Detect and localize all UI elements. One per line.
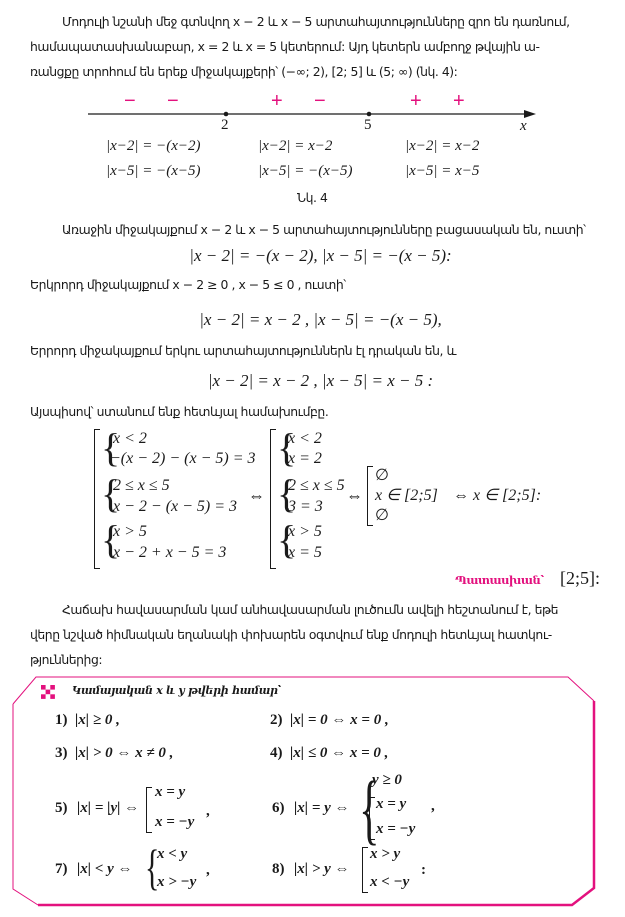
fig-table-r2c1: |x−5| = −(x−5): [106, 163, 201, 179]
col2-sys2-line1: 2 ≤ x ≤ 5: [288, 477, 345, 494]
paragraph-4-text: Երրորդ միջակայքում երկու արտահայտություններն էլ դրական են, և: [30, 343, 457, 358]
property-5-num: 5): [55, 800, 68, 816]
system-result: ⇔ x ∈ [2;5]:: [453, 487, 542, 504]
property-5-lhs: |x| = |y| ⇔: [77, 800, 140, 816]
property-5-bracket: [146, 787, 152, 833]
paragraph-1-line-3: ռանցքը տրոհում են երեք միջակայքերի՝ (−∞; 2), [2; 5] և (5; ∞) (նկ. 4):: [30, 64, 458, 79]
property-2: [270, 712, 389, 729]
property-6-case-2: x = −y: [376, 821, 416, 837]
property-6-num: 6): [272, 800, 285, 816]
point-label-2: 2: [221, 117, 229, 133]
property-1-formula: |x| ≥ 0 ,: [75, 712, 120, 728]
col2-brace-3: {: [277, 517, 297, 562]
figure-caption: Նկ. 4: [297, 190, 328, 205]
property-7-case-1: x < y: [157, 846, 188, 862]
property-8-bracket: [362, 847, 368, 893]
property-8-case-1: x > y: [370, 846, 401, 862]
col1-brace-1: {: [101, 425, 121, 470]
col1-sys2-line2: x − 2 − (x − 5) = 3: [113, 498, 238, 515]
property-5-case-2: x = −y: [155, 814, 195, 830]
property-5-case-1: x = y: [155, 784, 186, 800]
col2-sys1-line1: x < 2: [288, 430, 322, 447]
col3-line3: ∅: [375, 507, 389, 524]
property-6-cond: y ≥ 0: [372, 772, 402, 788]
property-7-brace: {: [145, 839, 160, 895]
fig-table-r1c2: |x−2| = x−2: [258, 138, 333, 154]
col1-sys1-line1: x < 2: [113, 430, 147, 447]
property-7-num: 7): [55, 861, 68, 877]
fig-table-r2c2: |x−5| = −(x−5): [258, 163, 353, 179]
col1-brace-3: {: [101, 517, 121, 562]
equiv-1: ⇔: [248, 486, 265, 505]
paragraph-2-formula: |x − 2| = −(x − 2), |x − 5| = −(x − 5):: [189, 246, 452, 265]
pink-checker-icon: [41, 685, 55, 699]
fig-table-r1c3: |x−2| = x−2: [405, 138, 480, 154]
sign-interval1-a: −: [124, 90, 136, 112]
property-4: [270, 745, 388, 762]
property-1: [55, 712, 120, 729]
paragraph-6-line-3: թյուններից:: [30, 652, 103, 667]
paragraph-3-formula: |x − 2| = x − 2 , |x − 5| = −(x − 5),: [199, 310, 442, 329]
col2-brace-2: {: [277, 471, 297, 516]
fig-table-r1c1: |x−2| = −(x−2): [106, 138, 201, 154]
sign-interval3-a: +: [410, 90, 422, 112]
paragraph-6-line-1: Հաճախ հավասարման կամ անհավասարման լուծումն ավելի հեշտանում է, եթե: [62, 602, 559, 617]
property-3: [55, 745, 173, 762]
col2-sys3-line1: x > 5: [288, 523, 322, 540]
col2-sys2-line2: 3 = 3: [288, 498, 323, 515]
paragraph-1-line-2: համապատասխանաբար, x = 2 և x = 5 կետերում: Այդ կետերն ամբողջ թվային ա-: [30, 39, 540, 54]
paragraph-2-text: Առաջին միջակայքում x − 2 և x − 5 արտահայտությունները բացասական են, ուստի՝: [62, 222, 586, 237]
property-4-formula: |x| ≤ 0 ⇔ x = 0 ,: [290, 745, 389, 761]
property-1-num: 1): [55, 712, 68, 728]
col1-sys1-line2: −(x − 2) − (x − 5) = 3: [110, 450, 256, 467]
sign-interval2-a: +: [271, 90, 283, 112]
paragraph-6-line-2: վերը նշված հիմնական եղանակի փոխարեն օգտվում ենք մոդուլի հետևյալ հատկու-: [30, 627, 552, 642]
equiv-2: ⇔: [346, 486, 363, 505]
paragraph-4-formula: |x − 2| = x − 2 , |x − 5| = x − 5 :: [207, 371, 434, 390]
property-8-tail: :: [421, 862, 426, 878]
paragraph-5-text: Այսպիսով՝ ստանում ենք հետևյալ համախումբը.: [30, 404, 329, 419]
col1-sys3-line1: x > 5: [113, 523, 147, 540]
property-8-lhs: |x| > y ⇔: [294, 861, 350, 877]
property-6-bracket: [369, 797, 375, 840]
property-2-formula: |x| = 0 ⇔ x = 0 ,: [290, 712, 389, 728]
sign-interval1-b: −: [167, 90, 179, 112]
paragraph-3-text: Երկրորդ միջակայքում x − 2 ≥ 0 , x − 5 ≤ 0 , ուստի՝: [30, 277, 346, 292]
property-4-num: 4): [270, 745, 283, 761]
col1-brace-2: {: [101, 471, 121, 516]
property-6-case-1: x = y: [376, 796, 407, 812]
col2-sys3-line2: x = 5: [288, 544, 322, 561]
property-7-lhs: |x| < y ⇔: [77, 861, 133, 877]
point-label-5: 5: [364, 117, 372, 133]
property-6-tail: ,: [431, 798, 435, 814]
sign-interval2-b: −: [314, 90, 326, 112]
property-5-tail: ,: [206, 803, 210, 819]
col2-brace-1: {: [277, 425, 297, 470]
property-8-num: 8): [272, 861, 285, 877]
property-8-case-2: x < −y: [370, 874, 410, 890]
answer-label: Պատասխան՝: [455, 573, 544, 587]
col1-sys3-line2: x − 2 + x − 5 = 3: [113, 544, 227, 561]
sign-interval3-b: +: [453, 90, 465, 112]
col2-sys1-line2: x = 2: [288, 450, 322, 467]
axis-label-x: x: [520, 118, 527, 134]
col3-line1: ∅: [375, 467, 389, 484]
property-7-case-2: x > −y: [157, 874, 197, 890]
paragraph-1-line-1: Մոդուլի նշանի մեջ գտնվող x − 2 և x − 5 արտահայտությունները զրո են դառնում,: [62, 14, 570, 29]
property-3-num: 3): [55, 745, 68, 761]
fig-table-r2c3: |x−5| = x−5: [405, 163, 480, 179]
answer-value: [2;5]:: [560, 568, 600, 588]
property-3-formula: |x| > 0 ⇔ x ≠ 0 ,: [75, 745, 174, 761]
property-6-brace: {: [359, 765, 380, 852]
property-6-lhs: |x| = y ⇔: [294, 800, 350, 816]
properties-box-title: Կամայական x և y թվերի համար՝: [72, 684, 281, 697]
property-7-tail: ,: [206, 862, 210, 878]
col1-sys2-line1: 2 ≤ x ≤ 5: [113, 477, 170, 494]
property-2-num: 2): [270, 712, 283, 728]
col3-line2: x ∈ [2;5]: [375, 487, 438, 504]
